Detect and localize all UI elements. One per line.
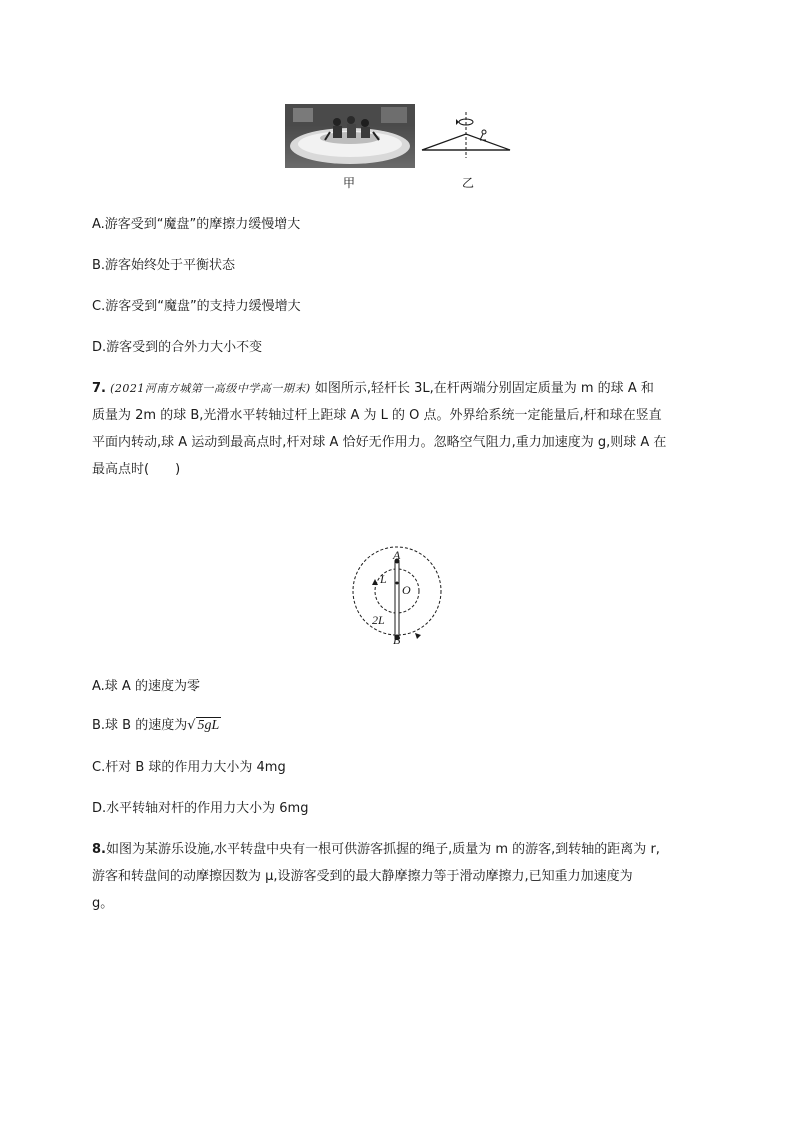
sqrt-expression: √ 5gL [187, 718, 220, 733]
q7-option-b [92, 714, 221, 734]
q8-stem-line1 [92, 838, 660, 857]
q7-stem-line1 [92, 377, 654, 396]
q7-option-c: C.杆对 B 球的作用力大小为 4mg [92, 760, 286, 775]
q8-stem-line2: 游客和转盘间的动摩擦因数为 μ,设游客受到的最大静摩擦力等于滑动摩擦力,已知重力加速度为 [92, 869, 633, 884]
q7-text-line1: 如图所示,轻杆长 3L,在杆两端分别固定质量为 m 的球 A 和 [314, 381, 654, 396]
figure-label-yi: 乙 [462, 176, 475, 190]
q7-stem-line4: 最高点时( ) [92, 462, 181, 477]
label-o: O [402, 583, 411, 597]
q7-option-a: A.球 A 的速度为零 [92, 679, 200, 694]
q7-stem-line2: 质量为 2m 的球 B,光滑水平转轴过杆上距球 A 为 L 的 O 点。外界给系统一定能量后,杆和球在竖直 [92, 408, 662, 423]
sqrt-radicand: 5gL [197, 718, 220, 733]
rotating-disc-diagram [420, 110, 512, 158]
q6-option-d: D.游客受到的合外力大小不变 [92, 340, 263, 355]
label-2l: 2L [372, 613, 385, 627]
label-a: A [393, 548, 401, 562]
label-b: B [393, 633, 401, 647]
amusement-ride-photo [285, 104, 415, 168]
q7-stem-line3: 平面内转动,球 A 运动到最高点时,杆对球 A 恰好无作用力。忽略空气阻力,重力加速度为 g,则球 A 在 [92, 435, 667, 450]
q8-stem-line3: g。 [92, 896, 114, 911]
q7-option-b-prefix: B.球 B 的速度为 [92, 718, 188, 733]
q8-number: 8. [92, 842, 106, 857]
q7-option-d: D.水平转轴对杆的作用力大小为 6mg [92, 801, 309, 816]
q7-number: 7. [92, 381, 106, 396]
q8-text-line1: 如图为某游乐设施,水平转盘中央有一根可供游客抓握的绳子,质量为 m 的游客,到转轴的距离为 r, [105, 842, 660, 857]
figure-label-jia: 甲 [343, 176, 356, 190]
q6-option-c: C.游客受到“魔盘”的支持力缓慢增大 [92, 299, 301, 314]
q6-option-a: A.游客受到“魔盘”的摩擦力缓慢增大 [92, 217, 301, 232]
q6-option-b: B.游客始终处于平衡状态 [92, 258, 236, 273]
q7-source: (2021河南方城第一高级中学高一期末) [110, 382, 311, 395]
label-l: L [380, 572, 387, 586]
